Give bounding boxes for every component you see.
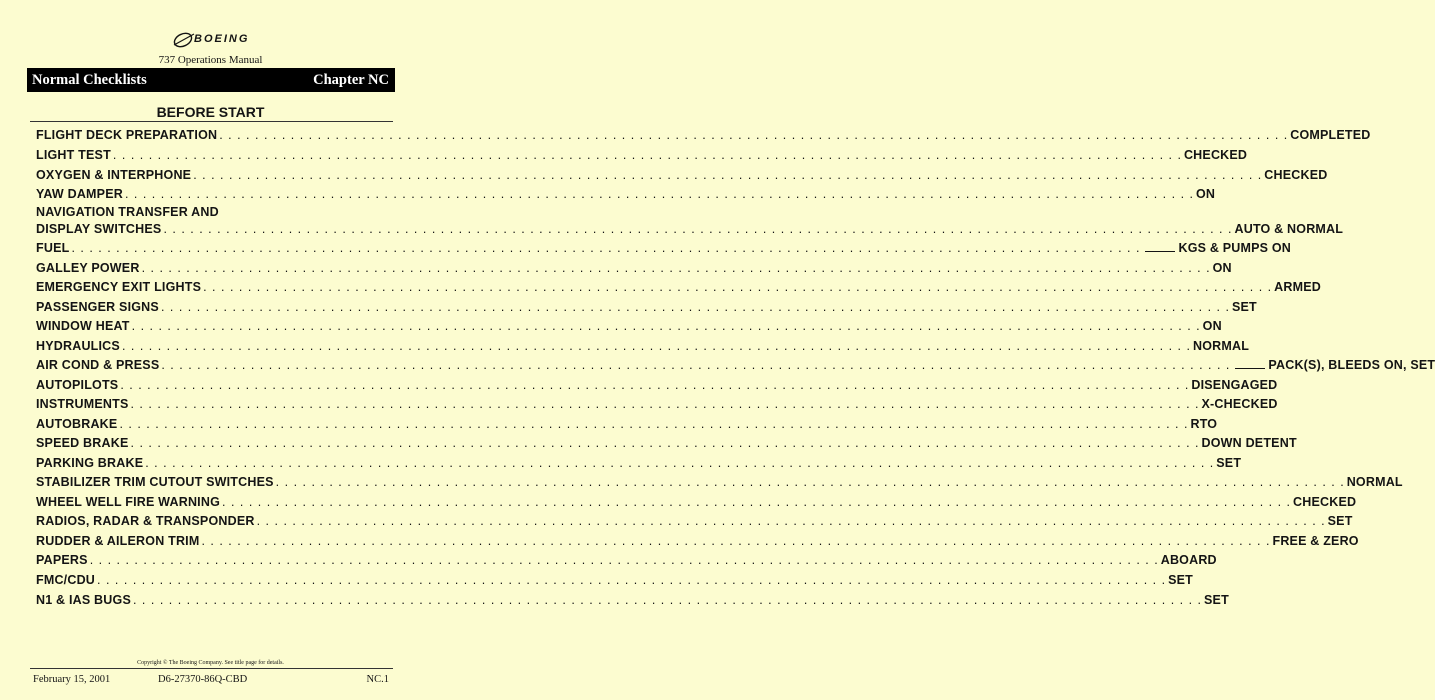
page-number: NC.1 [366, 674, 389, 685]
dot-leader: . . . . . . . . . . . . . . . . . . . . . . . . . . . . . . . . . . . . . . . . . . . . . . . . . . . . . . . . . . . . . . . . . . . . . . . . . . . . . . . . . . . . . . . . . . . . . . . . . . . . . . . . . . . . . . . . . . . . . . . . [89, 553, 1159, 567]
checklist-item-response: CHECKED [1293, 495, 1357, 509]
dot-leader: . . . . . . . . . . . . . . . . . . . . . . . . . . . . . . . . . . . . . . . . . . . . . . . . . . . . . . . . . . . . . . . . . . . . . . . . . . . . . . . . . . . . . . . . . . . . . . . . . . . . . . . . . . . . . . . . . . . . . . . . [160, 300, 1230, 314]
dot-leader: . . . . . . . . . . . . . . . . . . . . . . . . . . . . . . . . . . . . . . . . . . . . . . . . . . . . . . . . . . . . . . . . . . . . . . . . . . . . . . . . . . . . . . . . . . . . . . . . . . . . . . . . . . . . . . . . . . . . . . . . [119, 417, 1189, 431]
copyright-notice [0, 660, 421, 666]
checklist-item-label: FLIGHT DECK PREPARATION [36, 128, 218, 142]
checklist-row [36, 549, 1217, 567]
checklist-row [36, 589, 1229, 607]
checklist-item-response: FREE & ZERO [1272, 534, 1359, 548]
checklist-item-response: COMPLETED [1290, 128, 1371, 142]
checklist-item-label: AUTOBRAKE [36, 417, 118, 431]
dot-leader: . . . . . . . . . . . . . . . . . . . . . . . . . . . . . . . . . . . . . . . . . . . . . . . . . . . . . . . . . . . . . . . . . . . . . . . . . . . . . . . . . . . . . . . . . . . . . . . . . . . . . . . . . . . . . . . . . . . . . . . . [201, 534, 1271, 548]
checklist-row [36, 335, 1250, 353]
checklist-item-label: RUDDER & AILERON TRIM [36, 534, 200, 548]
checklist-item-label: LIGHT TEST [36, 148, 111, 162]
dot-leader: . . . . . . . . . . . . . . . . . . . . . . . . . . . . . . . . . . . . . . . . . . . . . . . . . . . . . . . . . . . . . . . . . . . . . . . . . . . . . . . . . . . . . . . . . . . . . . . . . . . . . . . . . . . . . . . . . . . . . . . . [203, 280, 1273, 294]
section-rule [30, 121, 393, 122]
dot-leader: . . . . . . . . . . . . . . . . . . . . . . . . . . . . . . . . . . . . . . . . . . . . . . . . . . . . . . . . . . . . . . . . . . . . . . . . . . . . . . . . . . . . . . . . . . . . . . . . . . . . . . . . . . . . . . . . . . . . . . . . [120, 378, 1190, 392]
dot-leader: . . . . . . . . . . . . . . . . . . . . . . . . . . . . . . . . . . . . . . . . . . . . . . . . . . . . . . . . . . . . . . . . . . . . . . . . . . . . . . . . . . . . . . . . . . . . . . . . . . . . . . . . . . . . . . . . . . . . . . . . [163, 222, 1233, 236]
checklist-item-response: KGS & PUMPS ON [1178, 241, 1292, 255]
checklist-item-response: ON [1202, 319, 1222, 333]
dot-leader: . . . . . . . . . . . . . . . . . . . . . . . . . . . . . . . . . . . . . . . . . . . . . . . . . . . . . . . . . . . . . . . . . . . . . . . . . . . . . . . . . . . . . . . . . . . . . . . . . . . . . . . . . . . . . . . . . . . . . . . . [256, 514, 1326, 528]
chapter-banner [27, 68, 395, 92]
checklist-row [36, 257, 1232, 275]
checklist-item-response: AUTO & NORMAL [1234, 222, 1344, 236]
checklist-row [36, 374, 1278, 392]
logo-wordmark: BOEING [194, 33, 250, 45]
checklist-item-response: RTO [1190, 417, 1218, 431]
checklist-item-response: ON [1212, 261, 1232, 275]
checklist-row [36, 183, 1216, 201]
checklist-row [36, 491, 1357, 509]
checklist-row [36, 413, 1218, 431]
checklist-item-response: X-CHECKED [1201, 397, 1278, 411]
manual-title: 737 Operations Manual [158, 54, 263, 66]
checklist-item-label: WINDOW HEAT [36, 319, 130, 333]
checklist-item-response: ARMED [1274, 280, 1321, 294]
checklist-item-response: ON [1196, 187, 1216, 201]
dot-leader: . . . . . . . . . . . . . . . . . . . . . . . . . . . . . . . . . . . . . . . . . . . . . . . . . . . . . . . . . . . . . . . . . . . . . . . . . . . . . . . . . . . . . . . . . . . . . . . . . . . . . . . . . . . . . . . . . . . . . . . . [222, 495, 1292, 509]
dot-leader: . . . . . . . . . . . . . . . . . . . . . . . . . . . . . . . . . . . . . . . . . . . . . . . . . . . . . . . . . . . . . . . . . . . . . . . . . . . . . . . . . . . . . . . . . . . . . . . . . . . . . . . . . . . . . . . . . . . . . . . . [112, 148, 1182, 162]
checklist-row [36, 237, 1292, 255]
checklist-item-label: PASSENGER SIGNS [36, 300, 159, 314]
checklist-item-label: FUEL [36, 241, 70, 255]
checklist-item-label: RADIOS, RADAR & TRANSPONDER [36, 514, 255, 528]
checklist-item-label: FMC/CDU [36, 573, 96, 587]
footer-rule [30, 668, 393, 669]
checklist-item-label: GALLEY POWER [36, 261, 140, 275]
banner-title: Normal Checklists [32, 72, 147, 88]
checklist-row [36, 510, 1353, 528]
checklist-row [36, 354, 1435, 372]
dot-leader: . . . . . . . . . . . . . . . . . . . . . . . . . . . . . . . . . . . . . . . . . . . . . . . . . . . . . . . . . . . . . . . . . . . . . . . . . . . . . . . . . . . . . . . . . . . . . . . . . . . . . . . . . . . . . . . . . . . . . . . . [141, 261, 1211, 275]
checklist-row [36, 432, 1297, 450]
dot-leader: . . . . . . . . . . . . . . . . . . . . . . . . . . . . . . . . . . . . . . . . . . . . . . . . . . . . . . . . . . . . . . . . . . . . . . . . . . . . . . . . . . . . . . . . . . . . . . . . . . . . . . . . . . . . . . . . . . . . . . . . [275, 475, 1345, 489]
dot-leader: . . . . . . . . . . . . . . . . . . . . . . . . . . . . . . . . . . . . . . . . . . . . . . . . . . . . . . . . . . . . . . . . . . . . . . . . . . . . . . . . . . . . . . . . . . . . . . . . . . . . . . . . . . . . . . . . . . . . . . . . [130, 397, 1200, 411]
checklist-row [36, 296, 1257, 314]
checklist-item-label-line1: NAVIGATION TRANSFER AND [36, 205, 219, 219]
checklist-item-response: DOWN DETENT [1201, 436, 1297, 450]
checklist-row [36, 276, 1321, 294]
checklist-item-label: N1 & IAS BUGS [36, 593, 131, 607]
checklist-item-response: PACK(S), BLEEDS ON, SET [1268, 358, 1435, 372]
checklist-row [36, 569, 1193, 587]
dot-leader: . . . . . . . . . . . . . . . . . . . . . . . . . . . . . . . . . . . . . . . . . . . . . . . . . . . . . . . . . . . . . . . . . . . . . . . . . . . . . . . . . . . . . . . . . . . . . . . . . . . . . . . . . . . . . . . . . . . . . . . . [130, 436, 1200, 450]
section-title: BEFORE START [156, 104, 265, 120]
checklist-item-label: AUTOPILOTS [36, 378, 119, 392]
checklist-row [36, 530, 1359, 548]
boeing-logo [172, 31, 262, 49]
fill-in-blank [1145, 251, 1175, 252]
checklist-item-label: EMERGENCY EXIT LIGHTS [36, 280, 202, 294]
copyright-text: Copyright © The Boeing Company. See title page for details. [134, 660, 287, 666]
revision-date: February 15, 2001 [33, 674, 111, 685]
checklist-item-response: CHECKED [1264, 168, 1328, 182]
checklist-row [36, 144, 1248, 162]
checklist-item-response: SET [1231, 300, 1257, 314]
checklist-item-label: STABILIZER TRIM CUTOUT SWITCHES [36, 475, 274, 489]
checklist-row [36, 218, 1344, 236]
dot-leader: . . . . . . . . . . . . . . . . . . . . . . . . . . . . . . . . . . . . . . . . . . . . . . . . . . . . . . . . . . . . . . . . . . . . . . . . . . . . . . . . . . . . . . . . . . . . . . . . . . . . . . . . . . . . . . . . . . . . . . . . [193, 168, 1263, 182]
checklist-item-label: PAPERS [36, 553, 88, 567]
checklist-row [36, 471, 1403, 489]
checklist-item-response: SET [1216, 456, 1242, 470]
dot-leader: . . . . . . . . . . . . . . . . . . . . . . . . . . . . . . . . . . . . . . . . . . . . . . . . . . . . . . . . . . . . . . . . . . . . . . . . . . . . . . . . . . . . . . . . . . . . . . . . . . . . . . . . . . . . . . . . . . . . . . . . [131, 319, 1201, 333]
checklist-item-label: OXYGEN & INTERPHONE [36, 168, 192, 182]
checklist-row [36, 164, 1328, 182]
checklist-row [36, 393, 1278, 411]
dot-leader: . . . . . . . . . . . . . . . . . . . . . . . . . . . . . . . . . . . . . . . . . . . . . . . . . . . . . . . . . . . . . . . . . . . . . . . . . . . . . . . . . . . . . . . . . . . . . . . . . . . . . . . . . . . . . . . . . . . . . . . . [97, 573, 1167, 587]
checklist-item-label: WHEEL WELL FIRE WARNING [36, 495, 220, 509]
checklist-item-label: HYDRAULICS [36, 339, 120, 353]
checklist-item-response: CHECKED [1183, 148, 1248, 162]
checklist-item-label: DISPLAY SWITCHES [36, 222, 162, 236]
dot-leader: . . . . . . . . . . . . . . . . . . . . . . . . . . . . . . . . . . . . . . . . . . . . . . . . . . . . . . . . . . . . . . . . . . . . . . . . . . . . . . . . . . . . . . . . . . . . . . . . . . . . . . . . . . . . . . . . . . . . . . . . [121, 339, 1191, 353]
checklist-row [36, 315, 1222, 333]
document-number: D6-27370-86Q-CBD [158, 674, 248, 685]
dot-leader: . . . . . . . . . . . . . . . . . . . . . . . . . . . . . . . . . . . . . . . . . . . . . . . . . . . . . . . . . . . . . . . . . . . . . . . . . . . . . . . . . . . . . . . . . . . . . . . . . . . . . . . . . . . . . . . . . . . . . . . . [132, 593, 1203, 607]
checklist-item-response: DISENGAGED [1191, 378, 1278, 392]
dot-leader: . . . . . . . . . . . . . . . . . . . . . . . . . . . . . . . . . . . . . . . . . . . . . . . . . . . . . . . . . . . . . . . . . . . . . . . . . . . . . . . . . . . . . . . . . . . . . . . . . . . . . . . . . . . . . . . . . . . . . . . . [219, 128, 1289, 142]
fill-in-blank [1235, 368, 1265, 369]
checklist-item-response: SET [1204, 593, 1229, 607]
checklist-item-response: SET [1327, 514, 1353, 528]
checklist-item-label: AIR COND & PRESS [36, 358, 160, 372]
checklist-row [36, 124, 1371, 142]
dot-leader: . . . . . . . . . . . . . . . . . . . . . . . . . . . . . . . . . . . . . . . . . . . . . . . . . . . . . . . . . . . . . . . . . . . . . . . . . . . . . . . . . . . . . . . . . . . . . . . . . . . . . . . . . . . . . . . . . . . . . . . . [145, 456, 1215, 470]
dot-leader: . . . . . . . . . . . . . . . . . . . . . . . . . . . . . . . . . . . . . . . . . . . . . . . . . . . . . . . . . . . . . . . . . . . . . . . . . . . . . . . . . . . . . . . . . . . . . . . . . . . . . . . . . . . . . . . . . . . . . . . . [161, 358, 1231, 372]
dot-leader: . . . . . . . . . . . . . . . . . . . . . . . . . . . . . . . . . . . . . . . . . . . . . . . . . . . . . . . . . . . . . . . . . . . . . . . . . . . . . . . . . . . . . . . . . . . . . . . . . . . . . . . . . . . . . . . . . . . . . . . . [124, 187, 1194, 201]
checklist-item-label: YAW DAMPER [36, 187, 123, 201]
checklist-item-response: NORMAL [1346, 475, 1403, 489]
checklist-item-label: INSTRUMENTS [36, 397, 129, 411]
checklist-item-label: PARKING BRAKE [36, 456, 144, 470]
checklist-item-response: ABOARD [1160, 553, 1217, 567]
checklist-row [36, 452, 1242, 470]
checklist-item-label: SPEED BRAKE [36, 436, 129, 450]
chapter-label: Chapter NC [313, 72, 389, 88]
checklist-item-response: SET [1168, 573, 1193, 587]
checklist-item-response: NORMAL [1192, 339, 1250, 353]
dot-leader: . . . . . . . . . . . . . . . . . . . . . . . . . . . . . . . . . . . . . . . . . . . . . . . . . . . . . . . . . . . . . . . . . . . . . . . . . . . . . . . . . . . . . . . . . . . . . . . . . . . . . . . . . . . . . . . . . . . . . . . . [71, 241, 1141, 255]
